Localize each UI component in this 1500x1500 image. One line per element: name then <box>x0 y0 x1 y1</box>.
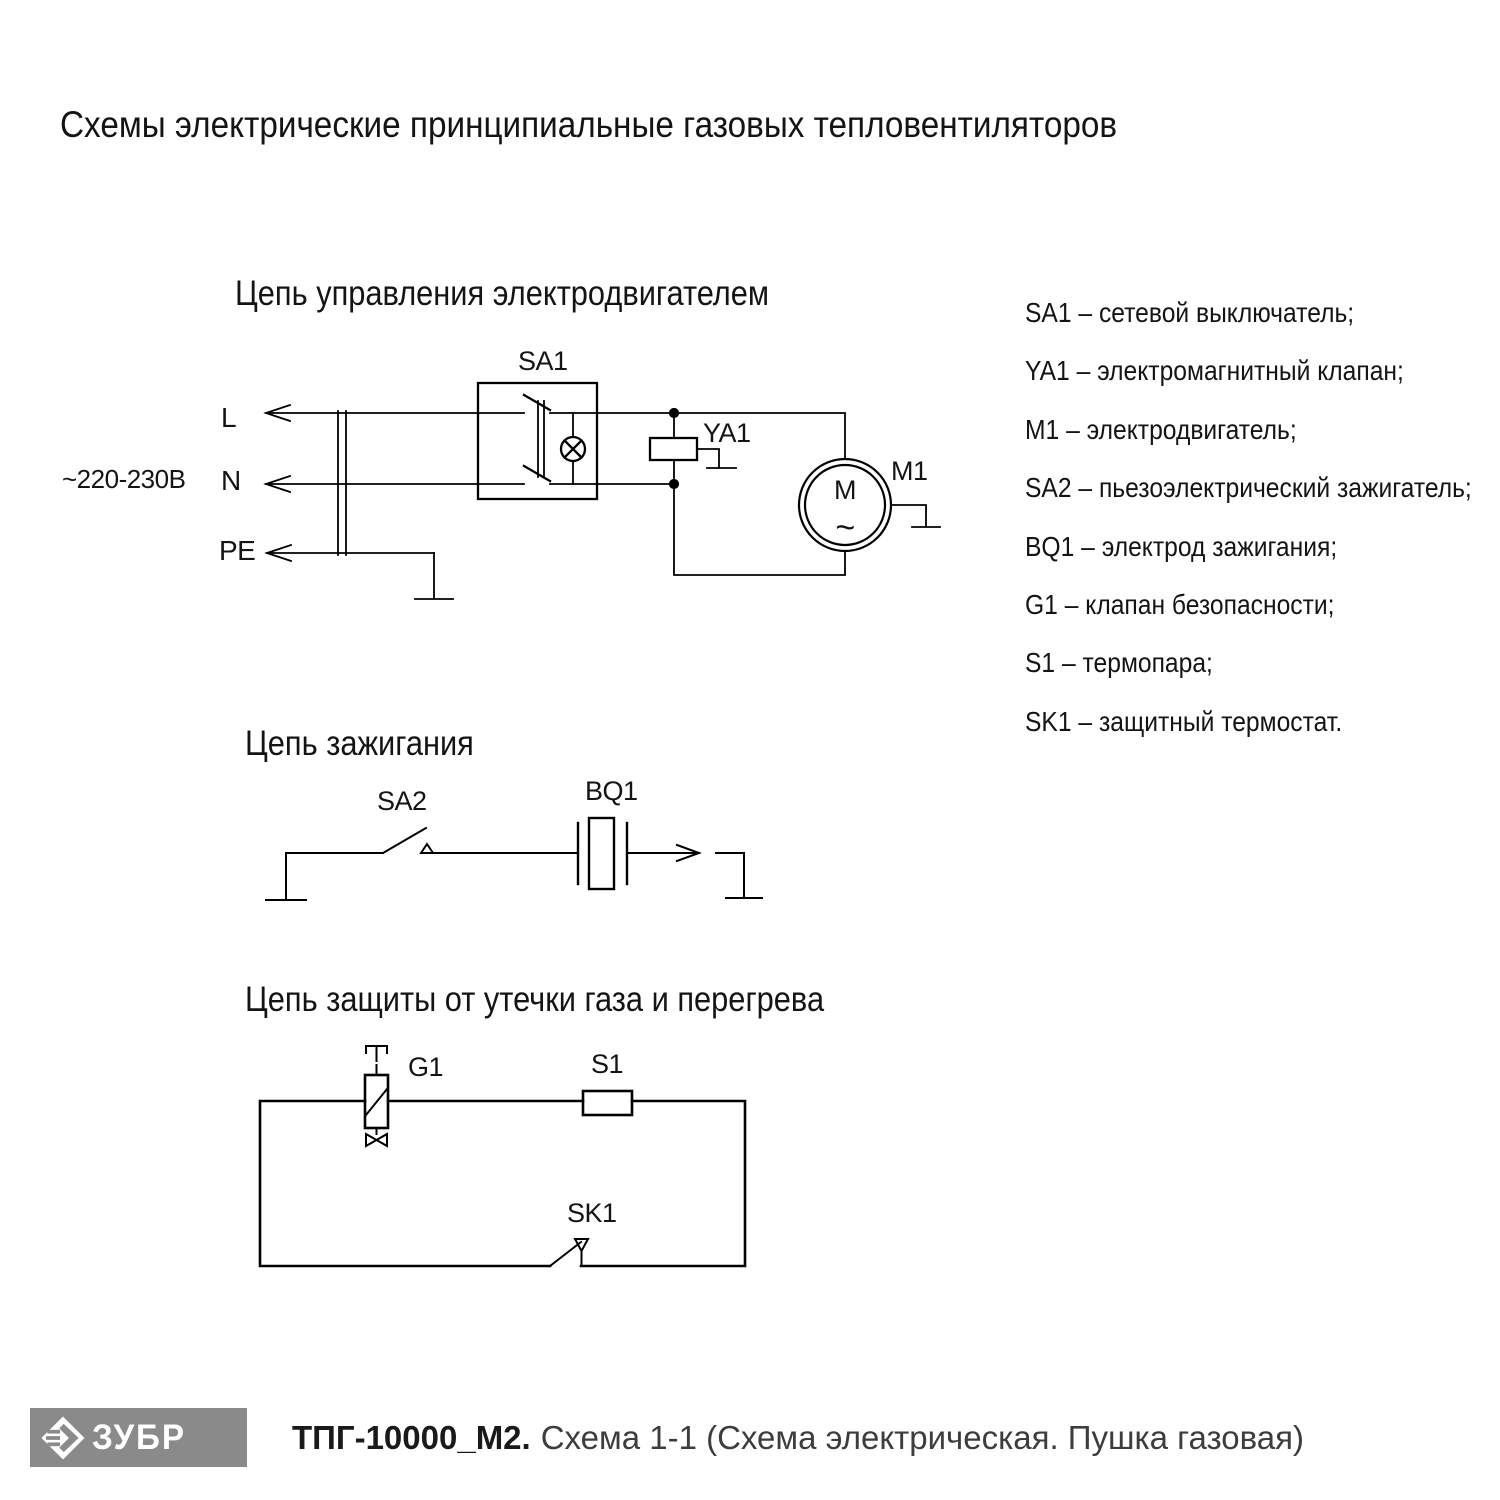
legend-item-sk1: SK1 – защитный термостат. <box>1025 705 1343 737</box>
label-power: ~220-230В <box>62 464 186 494</box>
label-ya1: YA1 <box>703 418 751 448</box>
section-title-motor-control: Цепь управления электродвигателем <box>235 274 770 313</box>
legend-item-g1: G1 – клапан безопасности; <box>1025 588 1335 620</box>
label-sa2: SA2 <box>377 786 427 816</box>
switch-blade-top <box>524 395 550 410</box>
legend-item-s1: S1 – термопара; <box>1025 647 1213 679</box>
loop-wires <box>260 1101 745 1266</box>
switch-linkage <box>538 401 544 477</box>
label-g1: G1 <box>408 1052 444 1082</box>
legend-item-sa2: SA2 – пьезоэлектрический зажигатель; <box>1025 472 1472 504</box>
right-ground-icon <box>716 853 762 898</box>
motor-letter: M <box>834 475 856 505</box>
label-s1: S1 <box>591 1049 624 1079</box>
g1-safety-valve-symbol <box>365 1046 388 1146</box>
motor-ground-icon <box>891 505 940 527</box>
sa2-igniter-symbol <box>383 828 433 853</box>
section-title-protection: Цепь защиты от утечки газа и перегрева <box>245 980 825 1019</box>
label-sk1: SK1 <box>567 1198 617 1228</box>
brand-emblem-icon <box>40 1415 86 1461</box>
footer-caption-row <box>292 1400 1304 1475</box>
s1-thermocouple-symbol <box>583 1091 632 1115</box>
footer-model: ТПГ-10000_М2. <box>292 1418 531 1456</box>
label-sa1: SA1 <box>518 346 568 376</box>
left-ground-icon <box>266 853 306 900</box>
valve-bowtie-icon <box>366 1128 387 1146</box>
sa1-switch-symbol <box>478 383 597 499</box>
plug-double-line <box>338 411 346 555</box>
thermocouple-head-icon <box>366 1046 387 1075</box>
label-wire-l: L <box>221 402 237 433</box>
brand-name: ЗУБР <box>92 1417 186 1457</box>
footer-caption: Схема 1-1 (Схема электрическая. Пушка газовая) <box>540 1418 1304 1456</box>
protection-circuit <box>260 1046 745 1266</box>
brand-logo <box>30 1408 247 1467</box>
motor-control-circuit <box>62 346 940 599</box>
footer <box>0 1400 1500 1480</box>
legend-item-ya1: YA1 – электромагнитный клапан; <box>1025 355 1404 387</box>
label-m1: M1 <box>891 456 928 486</box>
legend-item-bq1: BQ1 – электрод зажигания; <box>1025 530 1338 562</box>
section-title-ignition: Цепь зажигания <box>245 724 474 763</box>
switch-blade <box>550 1242 581 1266</box>
ignition-circuit <box>266 818 762 900</box>
label-wire-n: N <box>221 465 241 496</box>
label-bq1: BQ1 <box>585 776 638 806</box>
legend-item-m1: M1 – электродвигатель; <box>1025 413 1297 445</box>
page-title: Схемы электрические принципиальные газовых тепловентиляторов <box>60 104 1118 145</box>
ya1-ground-icon <box>697 449 736 468</box>
sk1-thermostat-symbol <box>550 1239 588 1266</box>
label-wire-pe: PE <box>219 535 256 566</box>
pe-ground-icon <box>415 553 453 599</box>
legend <box>1025 284 1472 751</box>
motor-ac-sign: ~ <box>835 509 855 547</box>
switch-blade <box>383 828 426 853</box>
supply-wires <box>266 405 478 599</box>
piezo-triangle-icon <box>421 844 433 853</box>
legend-item-sa1: SA1 – сетевой выключатель; <box>1025 297 1355 328</box>
bq1-electrode-symbol <box>578 818 627 889</box>
switch-blade-bottom <box>524 466 550 481</box>
